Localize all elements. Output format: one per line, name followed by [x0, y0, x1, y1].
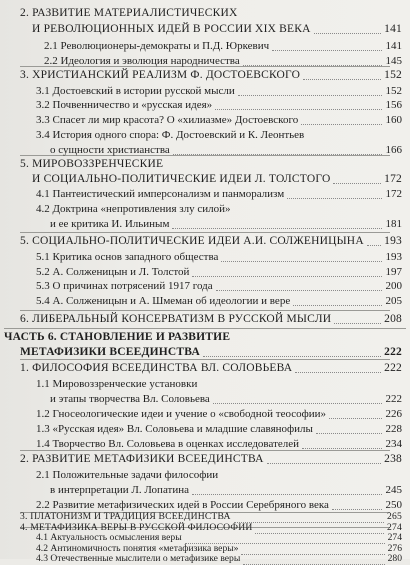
entry-title: 1.2 Гносеологические идеи и учение о «свободной теософии» — [36, 408, 327, 420]
dot-leader — [221, 251, 382, 262]
section-divider — [20, 232, 390, 233]
entry-page-number: 145 — [385, 55, 402, 67]
entry-title: 1.4 Творчество Вл. Соловьева в оценках исследователей — [36, 438, 300, 450]
entry-page-number: 205 — [385, 295, 402, 307]
entry-title: 2. РАЗВИТИЕ МЕТАФИЗИКИ ВСЕЕДИНСТВА — [20, 453, 264, 465]
dot-leader — [334, 313, 381, 324]
entry-title: и ее критика И. Ильиным — [50, 218, 170, 230]
dot-leader — [367, 235, 381, 246]
dot-leader — [216, 280, 382, 291]
entry-page-number: 208 — [384, 313, 402, 325]
dot-leader — [302, 438, 382, 449]
dot-leader — [241, 544, 385, 555]
entry-title: о сущности христианства — [50, 144, 170, 156]
entry-page-number: 200 — [385, 280, 402, 292]
entry-page-number: 193 — [385, 251, 402, 263]
entry-title: 3. ХРИСТИАНСКИЙ РЕАЛИЗМ Ф. ДОСТОЕВСКОГО — [20, 69, 301, 81]
dot-leader — [192, 484, 382, 495]
entry-page-number: 172 — [385, 188, 402, 200]
dot-leader — [234, 512, 384, 523]
entry-page-number: 197 — [385, 266, 402, 278]
entry-title: 6. ЛИБЕРАЛЬНЫЙ КОНСЕРВАТИЗМ В РУССКОЙ МЫСЛИ — [20, 313, 332, 325]
entry-title: 4.1 Пантеистический имперсонализм и панморализм — [36, 188, 285, 200]
dot-leader — [238, 85, 382, 96]
entry-page-number: 238 — [384, 453, 402, 465]
entry-title: 1.3 «Русская идея» Вл. Соловьева и младшие славянофилы — [36, 423, 313, 435]
entry-title: 4.3 Отечественные мыслители о метафизике веры — [36, 553, 241, 565]
entry-title: 3.3 Спасет ли мир красота? О «хилиазме» Достоевского — [36, 114, 299, 126]
section-divider — [20, 310, 390, 311]
entry-page-number: 141 — [385, 40, 402, 52]
entry-title: МЕТАФИЗИКИ ВСЕЕДИНСТВА — [20, 346, 200, 358]
entry-page-number: 222 — [384, 346, 402, 358]
entry-title: 1.1 Мировоззренческие установки — [36, 378, 198, 390]
entry-title: 3.2 Почвенничество и «русская идея» — [36, 99, 213, 111]
entry-page-number: 152 — [384, 69, 402, 81]
entry-title: 4.1 Актуальность осмысления веры — [36, 532, 182, 544]
dot-leader — [295, 362, 381, 373]
dot-leader — [333, 173, 381, 184]
dot-leader — [332, 499, 382, 510]
entry-title: 3.4 История одного спора: Ф. Достоевский и К. Леонтьев — [36, 129, 305, 141]
dot-leader — [316, 423, 382, 434]
dot-leader — [301, 114, 382, 125]
entry-page-number: 280 — [387, 553, 402, 565]
entry-title: 5.1 Критика основ западного общества — [36, 251, 219, 263]
entry-page-number: 156 — [385, 99, 402, 111]
entry-page-number: 181 — [385, 218, 402, 230]
entry-title: в интерпретации Л. Лопатина — [50, 484, 190, 496]
entry-title: 4.2 Доктрина «непротивления злу силой» — [36, 203, 231, 215]
entry-page-number: 160 — [385, 114, 402, 126]
entry-title: и этапы творчества Вл. Соловьева — [50, 393, 210, 405]
entry-title: И СОЦИАЛЬНО-ПОЛИТИЧЕСКИЕ ИДЕИ Л. ТОЛСТОГО — [32, 173, 331, 185]
section-divider — [20, 359, 390, 360]
entry-page-number: 193 — [384, 235, 402, 247]
dot-leader — [213, 393, 382, 404]
entry-page-number: 274 — [387, 532, 402, 544]
entry-title: 3. ПЛАТОНИЗМ И ТРАДИЦИЯ ВСЕЕДИНСТВА — [20, 511, 231, 522]
dot-leader — [203, 346, 381, 357]
entry-title: 2.1 Положительные задачи философии — [36, 469, 219, 481]
dot-leader — [314, 23, 381, 34]
entry-title: 5.3 О причинах потрясений 1917 года — [36, 280, 213, 292]
entry-page-number: 226 — [385, 408, 402, 420]
entry-title: 2.1 Революционеры-демократы и П.Д. Юркевич — [44, 40, 270, 52]
dot-leader — [173, 144, 382, 155]
entry-page-number: 276 — [387, 542, 402, 554]
dot-leader — [255, 523, 384, 534]
entry-title: ЧАСТЬ 6. СТАНОВЛЕНИЕ И РАЗВИТИЕ — [4, 331, 231, 343]
dot-leader — [267, 453, 381, 464]
dot-leader — [243, 554, 385, 565]
entry-title: 4.2 Антиномичность понятия «метафизика веры» — [36, 542, 239, 554]
entry-page-number: 245 — [385, 484, 402, 496]
entry-page-number: 166 — [385, 144, 402, 156]
dot-leader — [243, 55, 382, 66]
entry-page-number: 222 — [385, 393, 402, 405]
dot-leader — [329, 408, 382, 419]
entry-title: 4. МЕТАФИЗИКА ВЕРЫ В РУССКОЙ ФИЛОСОФИИ — [20, 521, 253, 533]
dot-leader — [293, 295, 382, 306]
dot-leader — [287, 188, 382, 199]
dot-leader — [272, 40, 382, 51]
entry-title: 5.2 А. Солженицын и Л. Толстой — [36, 266, 190, 278]
dot-leader — [172, 218, 382, 229]
entry-title: 3.1 Достоевский в истории русской мысли — [36, 85, 235, 97]
entry-page-number: 250 — [385, 499, 402, 511]
dot-leader — [192, 266, 382, 277]
entry-page-number: 152 — [385, 85, 402, 97]
entry-page-number: 228 — [385, 423, 402, 435]
dot-leader — [215, 99, 382, 110]
entry-title: 5. МИРОВОЗЗРЕНЧЕСКИЕ — [20, 158, 164, 170]
section-divider — [4, 328, 406, 329]
entry-title: 2.2 Развитие метафизических идей в России Серебряного века — [36, 499, 329, 511]
entry-title: И РЕВОЛЮЦИОННЫХ ИДЕЙ В РОССИИ XIX ВЕКА — [32, 23, 311, 35]
entry-page-number: 141 — [384, 23, 402, 35]
section-divider — [20, 450, 390, 451]
entry-title: 1. ФИЛОСОФИЯ ВСЕЕДИНСТВА ВЛ. СОЛОВЬЕВА — [20, 362, 293, 374]
entry-title: 5. СОЦИАЛЬНО-ПОЛИТИЧЕСКИЕ ИДЕИ А.И. СОЛЖЕНИЦЫНА — [20, 235, 364, 247]
entry-page-number: 172 — [384, 173, 402, 185]
entry-page-number: 222 — [384, 362, 402, 374]
entry-page-number: 234 — [385, 438, 402, 450]
entry-title: 2. РАЗВИТИЕ МАТЕРИАЛИСТИЧЕСКИХ — [20, 7, 238, 19]
entry-title: 2.2 Идеология и эволюция народничества — [44, 55, 240, 67]
entry-title: 5.4 А. Солженицын и А. Шмеман об идеологии и вере — [36, 295, 291, 307]
dot-leader — [303, 69, 381, 80]
entry-page-number: 265 — [387, 511, 402, 522]
entry-page-number: 274 — [387, 521, 402, 533]
